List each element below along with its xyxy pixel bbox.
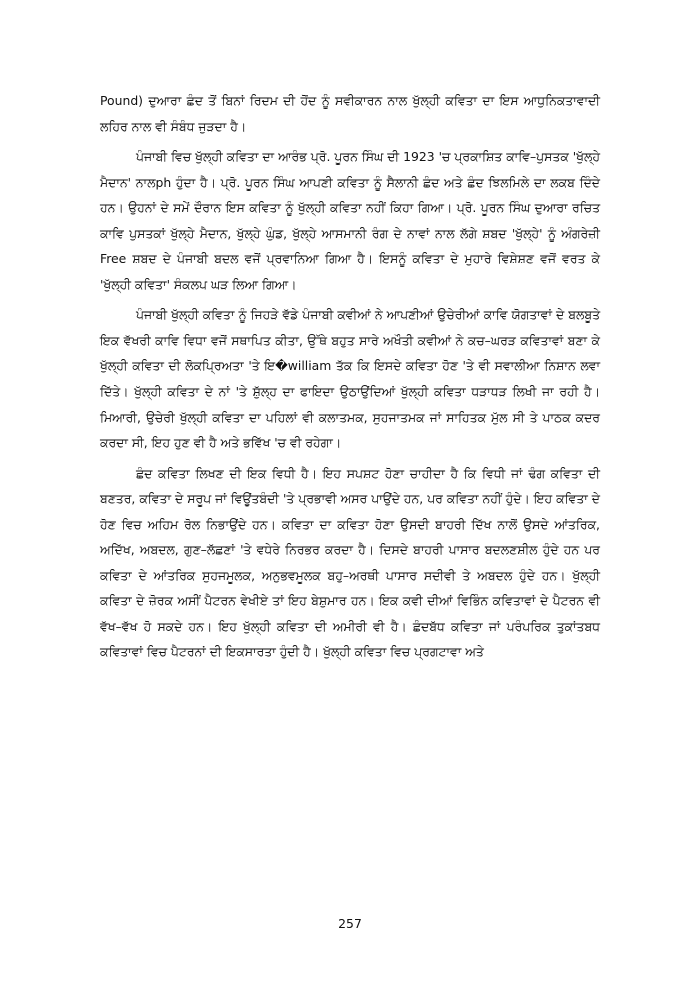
paragraph-4: ਛੰਦ ਕਵਿਤਾ ਲਿਖਣ ਦੀ ਇਕ ਵਿਧੀ ਹੈ। ਇਹ ਸਪਸ਼ਟ ਹੋਣਾ ਚਾਹੀਦਾ ਹੈ ਕਿ ਵਿਧੀ ਜਾਂ ਢੰਗ ਕਵਿਤਾ ਦੀ ਬਣਤਰ, ਕਵਿਤਾ ਦੇ ਸਰੂਪ ਜਾਂ ਵਿਊਂਤਬੰਦੀ 'ਤੇ ਪ੍ਰਭਾਵੀ ਅਸਰ ਪਾਉਂਦੇ ਹਨ, ਪਰ ਕਵਿਤਾ ਨਹੀਂ ਹੁੰਦੇ। ਇਹ ਕਵਿਤਾ ਦੇ ਹੋਣ ਵਿਚ ਅਹਿਮ ਰੋਲ ਨਿਭਾਉਂਦੇ ਹਨ। ਕਵਿਤਾ ਦਾ ਕਵਿਤਾ ਹੋਣਾ ਉਸਦੀ ਬਾਹਰੀ ਦਿੱਖ ਨਾਲੋਂ ਉਸਦੇ ਆਂਤਰਿਕ, ਅਦਿੱਖ, ਅਬਦਲ, ਗੁਣ–ਲੱਛਣਾਂ 'ਤੇ ਵਧੇਰੇ ਨਿਰਭਰ ਕਰਦਾ ਹੈ। ਦਿਸਦੇ ਬਾਹਰੀ ਪਾਸਾਰ ਬਦਲਣਸ਼ੀਲ ਹੁੰਦੇ ਹਨ ਪਰ ਕਵਿਤਾ ਦੇ ਆਂਤਰਿਕ ਸੁਹਜਮੂਲਕ, ਅਨੁਭਵਮੂਲਕ ਬਹੁ–ਅਰਥੀ ਪਾਸਾਰ ਸਦੀਵੀ ਤੇ ਅਬਦਲ ਹੁੰਦੇ ਹਨ। ਖੁੱਲ੍ਹੀ ਕਵਿਤਾ ਦੇ ਜ਼ੋਰਕ ਅਸੀਂ ਪੈਟਰਨ ਵੇਖੀਏ ਤਾਂ ਇਹ ਬੇਸ਼ੁਮਾਰ ਹਨ। ਇਕ ਕਵੀ ਦੀਆਂ ਵਿਭਿੰਨ ਕਵਿਤਾਵਾਂ ਦੇ ਪੈਟਰਨ ਵੀ ਵੱਖ–ਵੱਖ ਹੋ ਸਕਦੇ ਹਨ। ਇਹ ਖੁੱਲ੍ਹੀ ਕਵਿਤਾ ਦੀ ਅਮੀਰੀ ਵੀ ਹੈ। ਛੰਦਬੱਧ ਕਵਿਤਾ ਜਾਂ ਪਰੰਪਰਿਕ ਤੁਕਾਂਤਬਧ ਕਵਿਤਾਵਾਂ ਵਿਚ ਪੈਟਰਨਾਂ ਦੀ ਇਕਸਾਰਤਾ ਹੁੰਦੀ ਹੈ। ਖੁੱਲ੍ਹੀ ਕਵਿਤਾ ਵਿਚ ਪ੍ਰਗਟਾਵਾ ਅਤੇ: [100, 465, 600, 660]
paragraph-2: ਪੰਜਾਬੀ ਵਿਚ ਖੁੱਲ੍ਹੀ ਕਵਿਤਾ ਦਾ ਆਰੰਭ ਪ੍ਰੋ. ਪੂਰਨ ਸਿੰਘ ਦੀ 1923 'ਚ ਪ੍ਰਕਾਸ਼ਿਤ ਕਾਵਿ–ਪੁਸਤਕ 'ਖੁੱਲ੍ਹੇ ਮੈਦਾਨ' ਨਾਲph ਹੁੰਦਾ ਹੈ। ਪ੍ਰੋ. ਪੂਰਨ ਸਿੰਘ ਆਪਣੀ ਕਵਿਤਾ ਨੂੰ ਸੈਲਾਨੀ ਛੰਦ ਅਤੇ ਛੰਦ ਝਿਲਮਿਲੇ ਦਾ ਲਕਬ ਦਿੰਦੇ ਹਨ। ਉਹਨਾਂ ਦੇ ਸਮੇਂ ਦੌਰਾਨ ਇਸ ਕਵਿਤਾ ਨੂੰ ਖੁੱਲ੍ਹੀ ਕਵਿਤਾ ਨਹੀਂ ਕਿਹਾ ਗਿਆ। ਪ੍ਰੋ. ਪੂਰਨ ਸਿੰਘ ਦੁਆਰਾ ਰਚਿਤ ਕਾਵਿ ਪੁਸਤਕਾਂ ਖੁੱਲ੍ਹੇ ਮੈਦਾਨ, ਖੁੱਲ੍ਹੇ ਘੁੰਡ, ਖੁੱਲ੍ਹੇ ਆਸਮਾਨੀ ਰੰਗ ਦੇ ਨਾਵਾਂ ਨਾਲ ਲੱਗੇ ਸ਼ਬਦ 'ਖੁੱਲ੍ਹੇ' ਨੂੰ ਅੰਗਰੇਜ਼ੀ Free ਸ਼ਬਦ ਦੇ ਪੰਜਾਬੀ ਬਦਲ ਵਜੋਂ ਪ੍ਰਵਾਨਿਆ ਗਿਆ ਹੈ। ਇਸਨੂੰ ਕਵਿਤਾ ਦੇ ਮੁਹਾਰੇ ਵਿਸ਼ੇਸ਼ਣ ਵਜੋਂ ਵਰਤ ਕੇ 'ਖੁੱਲ੍ਹੀ ਕਵਿਤਾ' ਸੰਕਲਪ ਘੜ ਲਿਆ ਗਿਆ।: [100, 149, 600, 292]
page-body: [100, 88, 600, 665]
page-number: 257: [338, 916, 362, 931]
paragraph-1: Pound) ਦੁਆਰਾ ਛੰਦ ਤੋਂ ਬਿਨਾਂ ਰਿਦਮ ਦੀ ਹੋਂਦ ਨੂੰ ਸਵੀਕਾਰਨ ਨਾਲ ਖੁੱਲ੍ਹੀ ਕਵਿਤਾ ਦਾ ਇਸ ਆਧੁਨਿਕਤਾਵਾਦੀ ਲਹਿਰ ਨਾਲ ਵੀ ਸੰਬੰਧ ਜੁੜਦਾ ਹੈ।: [100, 93, 600, 134]
paragraph-3: ਪੰਜਾਬੀ ਖੁੱਲ੍ਹੀ ਕਵਿਤਾ ਨੂੰ ਜਿਹੜੇ ਵੱਡੇ ਪੰਜਾਬੀ ਕਵੀਆਂ ਨੇ ਆਪਣੀਆਂ ਉਚੇਰੀਆਂ ਕਾਵਿ ਯੋਗਤਾਵਾਂ ਦੇ ਬਲਬੂਤੇ ਇਕ ਵੱਖਰੀ ਕਾਵਿ ਵਿਧਾ ਵਜੋਂ ਸਥਾਪਿਤ ਕੀਤਾ, ਉੱਥੇ ਬਹੁਤ ਸਾਰੇ ਅਖੌਤੀ ਕਵੀਆਂ ਨੇ ਕਚ–ਘਰੜ ਕਵਿਤਾਵਾਂ ਬਣਾ ਕੇ ਖੁੱਲ੍ਹੀ ਕਵਿਤਾ ਦੀ ਲੋਕਪ੍ਰਿਅਤਾ 'ਤੇ ਇ�william ਤੱਕ ਕਿ ਇਸਦੇ ਕਵਿਤਾ ਹੋਣ 'ਤੇ ਵੀ ਸਵਾਲੀਆ ਨਿਸ਼ਾਨ ਲਵਾ ਦਿੱਤੇ। ਖੁੱਲ੍ਹੀ ਕਵਿਤਾ ਦੇ ਨਾਂ 'ਤੇ ਸ਼ੁੱਲ੍ਹ ਦਾ ਫਾਇਦਾ ਉਠਾਉਂਦਿਆਂ ਖੁੱਲ੍ਹੀ ਕਵਿਤਾ ਧੜਾਧੜ ਲਿਖੀ ਜਾ ਰਹੀ ਹੈ। ਮਿਆਰੀ, ਉਚੇਰੀ ਖੁੱਲ੍ਹੀ ਕਵਿਤਾ ਦਾ ਪਹਿਲਾਂ ਵੀ ਕਲਾਤਮਕ, ਸੁਹਜਾਤਮਕ ਜਾਂ ਸਾਹਿਤਕ ਮੁੱਲ ਸੀ ਤੇ ਪਾਠਕ ਕਦਰ ਕਰਦਾ ਸੀ, ਇਹ ਹੁਣ ਵੀ ਹੈ ਅਤੇ ਭਵਿੱਖ 'ਚ ਵੀ ਰਹੇਗਾ।: [100, 307, 600, 451]
